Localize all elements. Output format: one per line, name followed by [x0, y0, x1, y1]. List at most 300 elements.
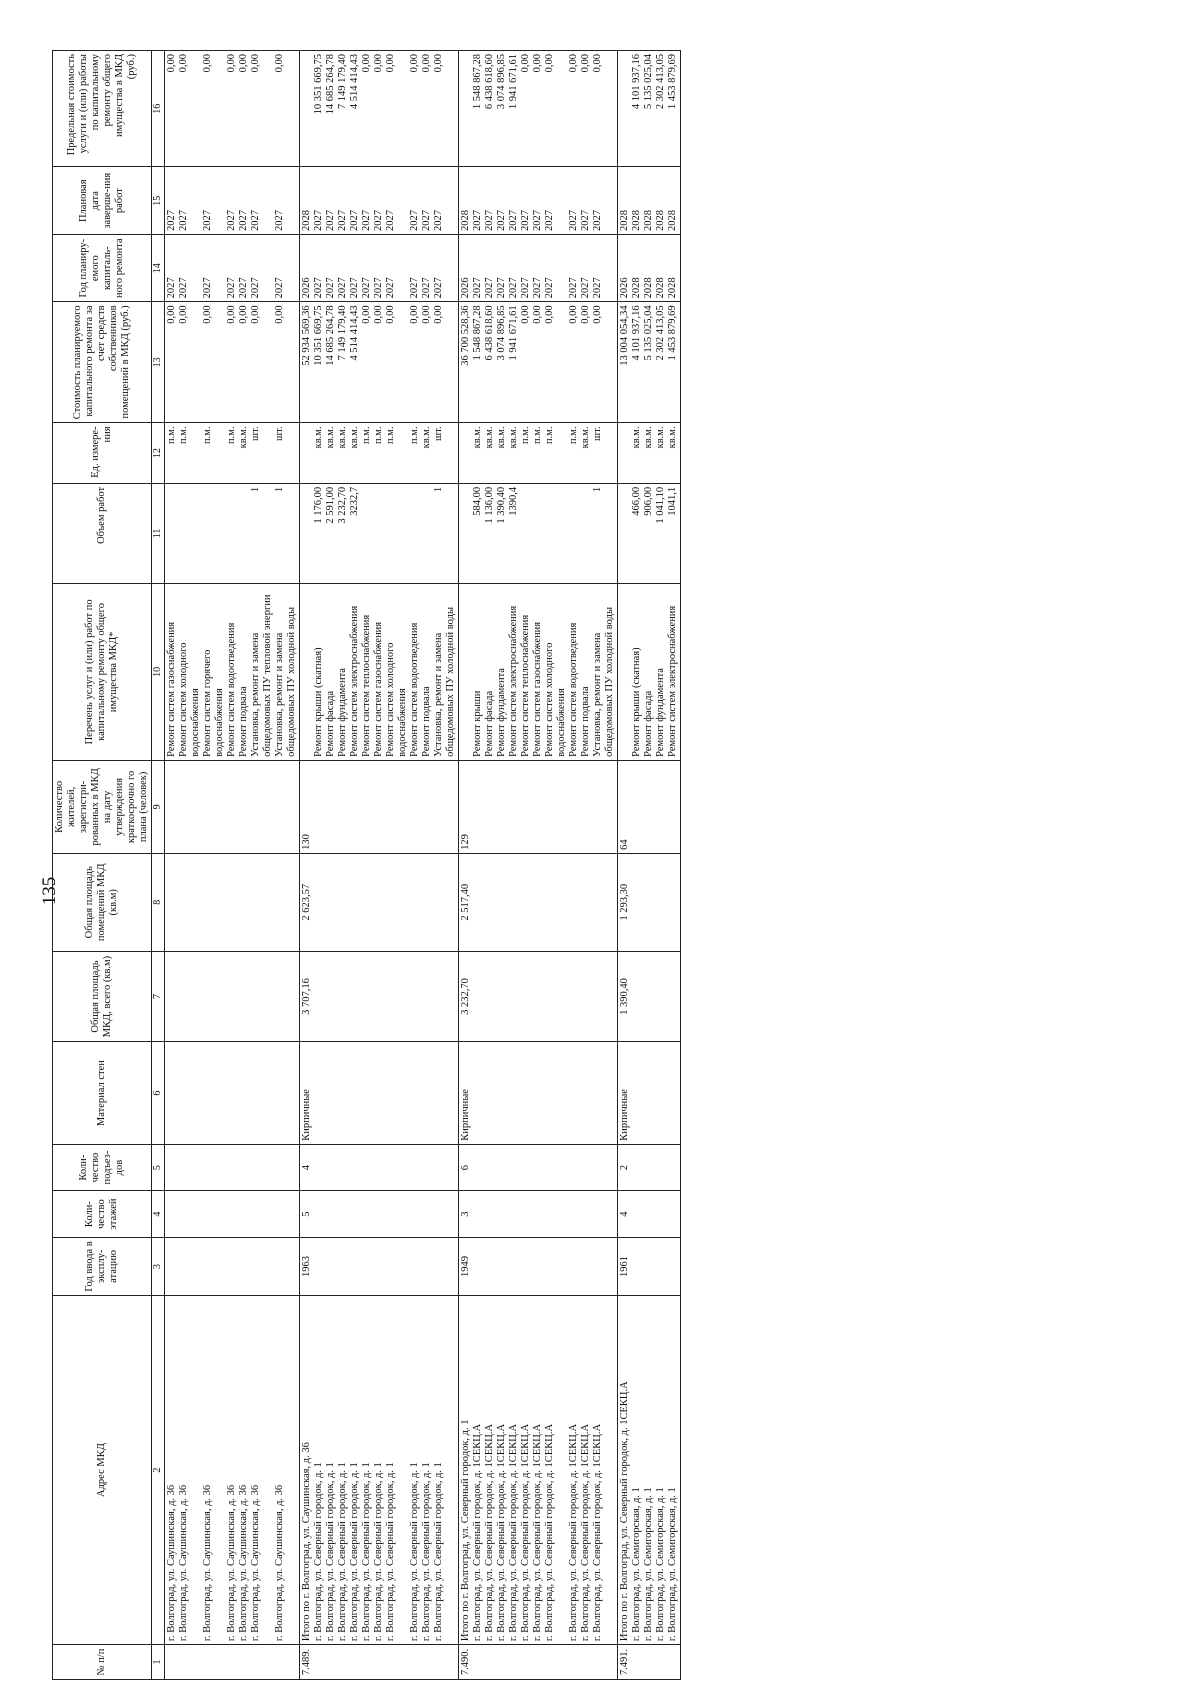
- list-item: [631, 587, 643, 757]
- header-walls: Материал стен: [53, 1042, 152, 1144]
- item-year: 2027: [373, 277, 384, 299]
- list-item: [337, 1299, 349, 1641]
- item-year: 2027: [592, 277, 603, 299]
- item-address: г. Волгоград, ул. Саушинская, д. 36: [250, 1484, 261, 1642]
- item-limit: 4 514 414,43: [349, 54, 360, 110]
- list-item: [472, 426, 484, 480]
- list-item: [274, 487, 298, 580]
- list-item: [631, 305, 643, 419]
- item-year: 2027: [532, 277, 543, 299]
- item-work: Ремонт крыши (скатная): [631, 647, 642, 757]
- item-work: Ремонт систем электроснабжения: [667, 605, 678, 757]
- list-item: [643, 305, 655, 419]
- list-item: [484, 587, 496, 757]
- list-item: [655, 1299, 667, 1641]
- list-item: [484, 54, 496, 163]
- page-number: 135: [39, 876, 60, 906]
- cell-address: [300, 1296, 459, 1645]
- list-item: [409, 426, 421, 480]
- item-address: г. Волгоград, ул. Северный городок, д. 1: [313, 1462, 324, 1642]
- list-item: [508, 587, 520, 757]
- item-address: г. Волгоград, ул. Саушинская, д. 36: [202, 1484, 213, 1642]
- item-end: 2027: [373, 209, 384, 231]
- list-item: [226, 305, 238, 419]
- list-item: [313, 305, 325, 419]
- item-address: г. Волгоград, ул. Саушинская, д. 36: [238, 1484, 249, 1642]
- item-year: 2027: [568, 277, 579, 299]
- item-address: г. Волгоград, ул. Северный городок, д. 1СЕКЦ.А: [484, 1423, 495, 1642]
- column-number: 9: [152, 760, 165, 853]
- cell-area-total: [300, 951, 459, 1042]
- item-work: Ремонт фундамента: [337, 668, 348, 757]
- table-row: [459, 51, 618, 1680]
- list-item: [373, 1299, 385, 1641]
- item-unit: шт.: [433, 426, 444, 441]
- list-item: [433, 238, 457, 298]
- item-work: Ремонт систем водоотведения: [226, 622, 237, 757]
- item-unit: кв.м.: [631, 426, 642, 449]
- item-unit: п.м.: [568, 426, 579, 444]
- list-item: [313, 238, 325, 298]
- list-item: [250, 487, 274, 580]
- item-address: г. Волгоград, ул. Семигорская, д. 1: [667, 1487, 678, 1642]
- cell-works: [459, 583, 618, 760]
- column-number: 16: [152, 51, 165, 167]
- list-item: [580, 1299, 592, 1641]
- list-item: [655, 487, 667, 580]
- list-item: [631, 238, 643, 298]
- cell-end: [300, 167, 459, 234]
- list-item: [532, 305, 544, 419]
- list-item: [433, 170, 457, 230]
- item-unit: п.м.: [520, 426, 531, 444]
- item-volume: 3 232,70: [337, 486, 348, 524]
- item-cost: 0,00: [361, 305, 372, 324]
- item-volume: 466,00: [631, 486, 642, 516]
- cell-area-total: [459, 951, 618, 1042]
- list-item: [250, 170, 274, 230]
- item-volume: 584,00: [472, 486, 483, 516]
- item-address: г. Волгоград, ул. Северный городок, д. 1СЕКЦ.А: [508, 1423, 519, 1642]
- list-item: [433, 305, 457, 419]
- cell-unit: [165, 423, 300, 484]
- total-floors: 5: [301, 1211, 312, 1217]
- column-number: 12: [152, 423, 165, 484]
- header-num: № п/п: [53, 1645, 152, 1680]
- list-item: [484, 170, 496, 230]
- list-item: [226, 587, 238, 757]
- cell-floors: [300, 1191, 459, 1238]
- list-item: [484, 238, 496, 298]
- item-cost: 0,00: [238, 305, 249, 324]
- item-work: Установка, ремонт и замена общедомовых ПУ холодной воды: [433, 606, 456, 757]
- list-item: [250, 1299, 274, 1641]
- list-item: [580, 487, 592, 580]
- list-item: [409, 170, 421, 230]
- list-item: [361, 487, 373, 580]
- list-item: [238, 238, 250, 298]
- list-item: [337, 487, 349, 580]
- list-item: [166, 238, 178, 298]
- list-item: [520, 305, 532, 419]
- list-item: [508, 426, 520, 480]
- list-item: [667, 170, 679, 230]
- item-address: г. Волгоград, ул. Саушинская, д. 36: [166, 1484, 177, 1642]
- list-item: [433, 587, 457, 757]
- item-limit: 1 941 671,61: [508, 54, 519, 110]
- item-end: 2027: [409, 209, 420, 231]
- list-item: [580, 170, 592, 230]
- list-item: [361, 1299, 373, 1641]
- list-item: [178, 1299, 202, 1641]
- list-item: [178, 238, 202, 298]
- item-address: г. Волгоград, ул. Семигорская, д. 1: [655, 1487, 666, 1642]
- list-item: [313, 426, 325, 480]
- item-address: г. Волгоград, ул. Саушинская, д. 36: [178, 1484, 189, 1642]
- item-address: г. Волгоград, ул. Северный городок, д. 1: [409, 1462, 420, 1642]
- cell-limit: [459, 51, 618, 167]
- cell-cost: [165, 302, 300, 423]
- list-item: [361, 426, 373, 480]
- list-item: [568, 238, 580, 298]
- list-item: [274, 238, 298, 298]
- item-unit: кв.м.: [484, 426, 495, 449]
- total-year: 2026: [619, 277, 630, 299]
- item-volume: 1: [274, 486, 285, 493]
- item-cost: 0,00: [373, 305, 384, 324]
- list-item: [166, 54, 178, 163]
- header-floors: Коли-чество этажей: [53, 1191, 152, 1238]
- item-work: Ремонт систем водоотведения: [568, 622, 579, 757]
- header-residents: Количество жителей, зарегистри-рованных в МКД на дату утверждения краткосрочно го плана (человек): [53, 760, 152, 853]
- cell-area-rooms: [459, 853, 618, 951]
- table-row: [618, 51, 681, 1680]
- list-item: [655, 426, 667, 480]
- list-item: [643, 426, 655, 480]
- item-cost: 0,00: [421, 305, 432, 324]
- list-item: [274, 54, 298, 163]
- item-year: 2027: [202, 277, 213, 299]
- item-unit: кв.м.: [496, 426, 507, 449]
- item-address: г. Волгоград, ул. Северный городок, д. 1: [385, 1462, 396, 1642]
- column-number: 13: [152, 302, 165, 423]
- item-work: Установка, ремонт и замена общедомовых ПУ холодной воды: [592, 606, 615, 757]
- list-item: [667, 238, 679, 298]
- cell-cost: [459, 302, 618, 423]
- item-unit: кв.м.: [667, 426, 678, 449]
- capital-repair-plan-table: [52, 50, 681, 1680]
- list-item: [592, 1299, 616, 1641]
- item-end: 2027: [274, 209, 285, 231]
- item-unit: шт.: [274, 426, 285, 441]
- item-unit: кв.м.: [508, 426, 519, 449]
- list-item: [421, 305, 433, 419]
- list-item: [655, 54, 667, 163]
- list-item: [385, 238, 409, 298]
- item-unit: п.м.: [226, 426, 237, 444]
- item-end: 2027: [472, 209, 483, 231]
- cell-year: [459, 234, 618, 301]
- item-limit: 0,00: [433, 54, 444, 73]
- cell-floors: [459, 1191, 618, 1238]
- item-volume: 1: [250, 486, 261, 493]
- column-number: 6: [152, 1042, 165, 1144]
- header-cost: Стоимость планируемого капитального ремонта за счет средств собственников помещений в МКД (руб.): [53, 302, 152, 423]
- item-limit: 0,00: [532, 54, 543, 73]
- list-item: [484, 305, 496, 419]
- list-item: [313, 587, 325, 757]
- item-cost: 0,00: [532, 305, 543, 324]
- item-cost: 0,00: [250, 305, 261, 324]
- header-year-built: Год ввода в эксплу-атацию: [53, 1237, 152, 1295]
- cell-address: [618, 1296, 681, 1645]
- item-work: Ремонт систем электроснабжения: [349, 605, 360, 757]
- list-item: [544, 305, 568, 419]
- item-limit: 0,00: [544, 54, 555, 73]
- item-limit: 0,00: [373, 54, 384, 73]
- item-cost: 1 941 671,61: [508, 305, 519, 361]
- list-item: [472, 238, 484, 298]
- list-item: [385, 54, 409, 163]
- list-item: [592, 587, 616, 757]
- item-address: г. Волгоград, ул. Семигорская, д. 1: [631, 1487, 642, 1642]
- item-year: 2027: [580, 277, 591, 299]
- item-work: Ремонт систем газоснабжения: [166, 621, 177, 757]
- item-year: 2028: [655, 277, 666, 299]
- cell-limit: [618, 51, 681, 167]
- total-cost: 36 700 528,36: [460, 305, 471, 366]
- item-cost: 0,00: [202, 305, 213, 324]
- item-cost: 7 149 179,40: [337, 305, 348, 361]
- list-item: [313, 170, 325, 230]
- group-number: 7.491.: [619, 1648, 630, 1676]
- list-item: [385, 305, 409, 419]
- item-limit: 5 135 025,04: [643, 54, 654, 110]
- item-end: 2027: [325, 209, 336, 231]
- item-limit: 3 074 896,85: [496, 54, 507, 110]
- item-end: 2027: [226, 209, 237, 231]
- list-item: [433, 1299, 457, 1641]
- list-item: [520, 170, 532, 230]
- item-cost: 0,00: [544, 305, 555, 324]
- item-limit: 0,00: [385, 54, 396, 73]
- cell-floors: [618, 1191, 681, 1238]
- list-item: [592, 238, 616, 298]
- cell-num: [165, 1645, 300, 1680]
- item-limit: 6 438 618,60: [484, 54, 495, 110]
- item-year: 2027: [544, 277, 555, 299]
- list-item: [643, 238, 655, 298]
- total-floors: 4: [619, 1211, 630, 1217]
- list-item: [238, 1299, 250, 1641]
- list-item: [373, 426, 385, 480]
- item-year: 2027: [421, 277, 432, 299]
- cell-end: [165, 167, 300, 234]
- list-item: [544, 238, 568, 298]
- item-unit: шт.: [592, 426, 603, 441]
- list-item: [166, 305, 178, 419]
- item-volume: 1041,1: [667, 486, 678, 516]
- item-work: Ремонт крыши: [472, 690, 483, 757]
- header-address: Адрес МКД: [53, 1296, 152, 1645]
- cell-limit: [165, 51, 300, 167]
- list-item: [250, 426, 274, 480]
- cell-volume: [165, 483, 300, 583]
- column-number: 14: [152, 234, 165, 301]
- list-item: [508, 238, 520, 298]
- list-item: [631, 54, 643, 163]
- item-cost: 4 514 414,43: [349, 305, 360, 361]
- item-cost: 2 302 413,05: [655, 305, 666, 361]
- item-volume: 3232,7: [349, 486, 360, 516]
- list-item: [667, 1299, 679, 1641]
- list-item: [655, 305, 667, 419]
- list-item: [643, 170, 655, 230]
- item-work: Ремонт систем газоснабжения: [532, 621, 543, 757]
- item-year: 2028: [667, 277, 678, 299]
- list-item: [325, 487, 337, 580]
- item-work: Ремонт систем холодного водоснабжения: [544, 642, 567, 757]
- item-work: Ремонт фасада: [484, 690, 495, 757]
- total-year-built: 1949: [460, 1255, 471, 1277]
- item-limit: 0,00: [238, 54, 249, 73]
- item-limit: 10 351 669,75: [313, 54, 324, 115]
- item-address: г. Волгоград, ул. Северный городок, д. 1: [373, 1462, 384, 1642]
- list-item: [580, 305, 592, 419]
- list-item: [544, 170, 568, 230]
- item-unit: кв.м.: [325, 426, 336, 449]
- item-year: 2027: [313, 277, 324, 299]
- item-cost: 14 685 264,78: [325, 305, 336, 366]
- item-volume: 1 176,00: [313, 486, 324, 524]
- list-item: [568, 587, 580, 757]
- item-cost: 0,00: [592, 305, 603, 324]
- item-limit: 0,00: [520, 54, 531, 73]
- cell-num: [618, 1645, 681, 1680]
- total-floors: 3: [460, 1211, 471, 1217]
- item-work: Ремонт систем электроснабжения: [508, 605, 519, 757]
- list-item: [520, 1299, 532, 1641]
- total-entrances: 2: [619, 1164, 630, 1171]
- list-item: [421, 238, 433, 298]
- list-item: [433, 426, 457, 480]
- item-address: г. Волгоград, ул. Северный городок, д. 1: [325, 1462, 336, 1642]
- item-address: г. Волгоград, ул. Северный городок, д. 1СЕКЦ.А: [496, 1423, 507, 1642]
- list-item: [421, 587, 433, 757]
- item-year: 2027: [385, 277, 396, 299]
- list-item: [274, 170, 298, 230]
- list-item: [226, 54, 238, 163]
- item-year: 2027: [361, 277, 372, 299]
- cell-works: [300, 583, 459, 760]
- item-limit: 0,00: [274, 54, 285, 73]
- cell-entrances: [300, 1144, 459, 1191]
- list-item: [568, 305, 580, 419]
- column-number: 10: [152, 583, 165, 760]
- list-item: [667, 54, 679, 163]
- list-item: [361, 238, 373, 298]
- item-limit: 0,00: [568, 54, 579, 73]
- total-end: 2028: [619, 209, 630, 231]
- list-item: [421, 170, 433, 230]
- item-work: Ремонт систем холодного водоснабжения: [385, 642, 408, 757]
- list-item: [520, 587, 532, 757]
- item-work: Ремонт фундамента: [496, 668, 507, 757]
- list-item: [484, 487, 496, 580]
- header-works: Перечень услуг и (или) работ по капитальному ремонту общего имущества МКД*: [53, 583, 152, 760]
- list-item: [349, 170, 361, 230]
- list-item: [274, 426, 298, 480]
- item-address: г. Волгоград, ул. Саушинская, д. 36: [226, 1484, 237, 1642]
- item-limit: 0,00: [409, 54, 420, 73]
- cell-num: [459, 1645, 618, 1680]
- total-year-built: 1961: [619, 1255, 630, 1277]
- list-item: [667, 487, 679, 580]
- total-label: Итого по г. Волгоград, ул. Северный городок, д. 1: [460, 1419, 471, 1642]
- list-item: [532, 487, 544, 580]
- item-limit: 0,00: [226, 54, 237, 73]
- item-address: г. Волгоград, ул. Северный городок, д. 1: [337, 1462, 348, 1642]
- header-volume: Объем работ: [53, 483, 152, 583]
- list-item: [472, 487, 484, 580]
- list-item: [544, 487, 568, 580]
- item-end: 2027: [385, 209, 396, 231]
- cell-num: [300, 1645, 459, 1680]
- item-volume: 1390,4: [508, 486, 519, 516]
- item-address: г. Волгоград, ул. Северный городок, д. 1СЕКЦ.А: [532, 1423, 543, 1642]
- item-limit: 0,00: [178, 54, 189, 73]
- cell-cost: [618, 302, 681, 423]
- list-item: [532, 238, 544, 298]
- table-row: [300, 51, 459, 1680]
- list-item: [385, 487, 409, 580]
- cell-end: [459, 167, 618, 234]
- item-end: 2027: [202, 209, 213, 231]
- list-item: [178, 170, 202, 230]
- total-entrances: 4: [301, 1164, 312, 1171]
- column-number: 15: [152, 167, 165, 234]
- total-end: 2028: [460, 209, 471, 231]
- list-item: [238, 426, 250, 480]
- item-year: 2027: [433, 277, 444, 299]
- item-cost: 0,00: [166, 305, 177, 324]
- item-work: Ремонт систем теплоснабжения: [520, 614, 531, 757]
- item-year: 2027: [484, 277, 495, 299]
- list-item: [238, 54, 250, 163]
- cell-residents: [300, 760, 459, 853]
- item-year: 2027: [274, 277, 285, 299]
- item-unit: кв.м.: [655, 426, 666, 449]
- item-end: 2028: [643, 209, 654, 231]
- item-end: 2027: [592, 209, 603, 231]
- cell-walls: [459, 1042, 618, 1144]
- item-limit: 14 685 264,78: [325, 54, 336, 115]
- list-item: [496, 587, 508, 757]
- list-item: [544, 1299, 568, 1641]
- item-work: Ремонт подвала: [580, 686, 591, 757]
- list-item: [433, 54, 457, 163]
- item-unit: кв.м.: [337, 426, 348, 449]
- list-item: [580, 54, 592, 163]
- list-item: [655, 238, 667, 298]
- list-item: [532, 1299, 544, 1641]
- item-work: Ремонт систем холодного водоснабжения: [178, 642, 201, 757]
- item-address: г. Волгоград, ул. Северный городок, д. 1СЕКЦ.А: [520, 1423, 531, 1642]
- item-cost: 0,00: [520, 305, 531, 324]
- item-unit: п.м.: [202, 426, 213, 444]
- list-item: [202, 1299, 226, 1641]
- list-item: [631, 487, 643, 580]
